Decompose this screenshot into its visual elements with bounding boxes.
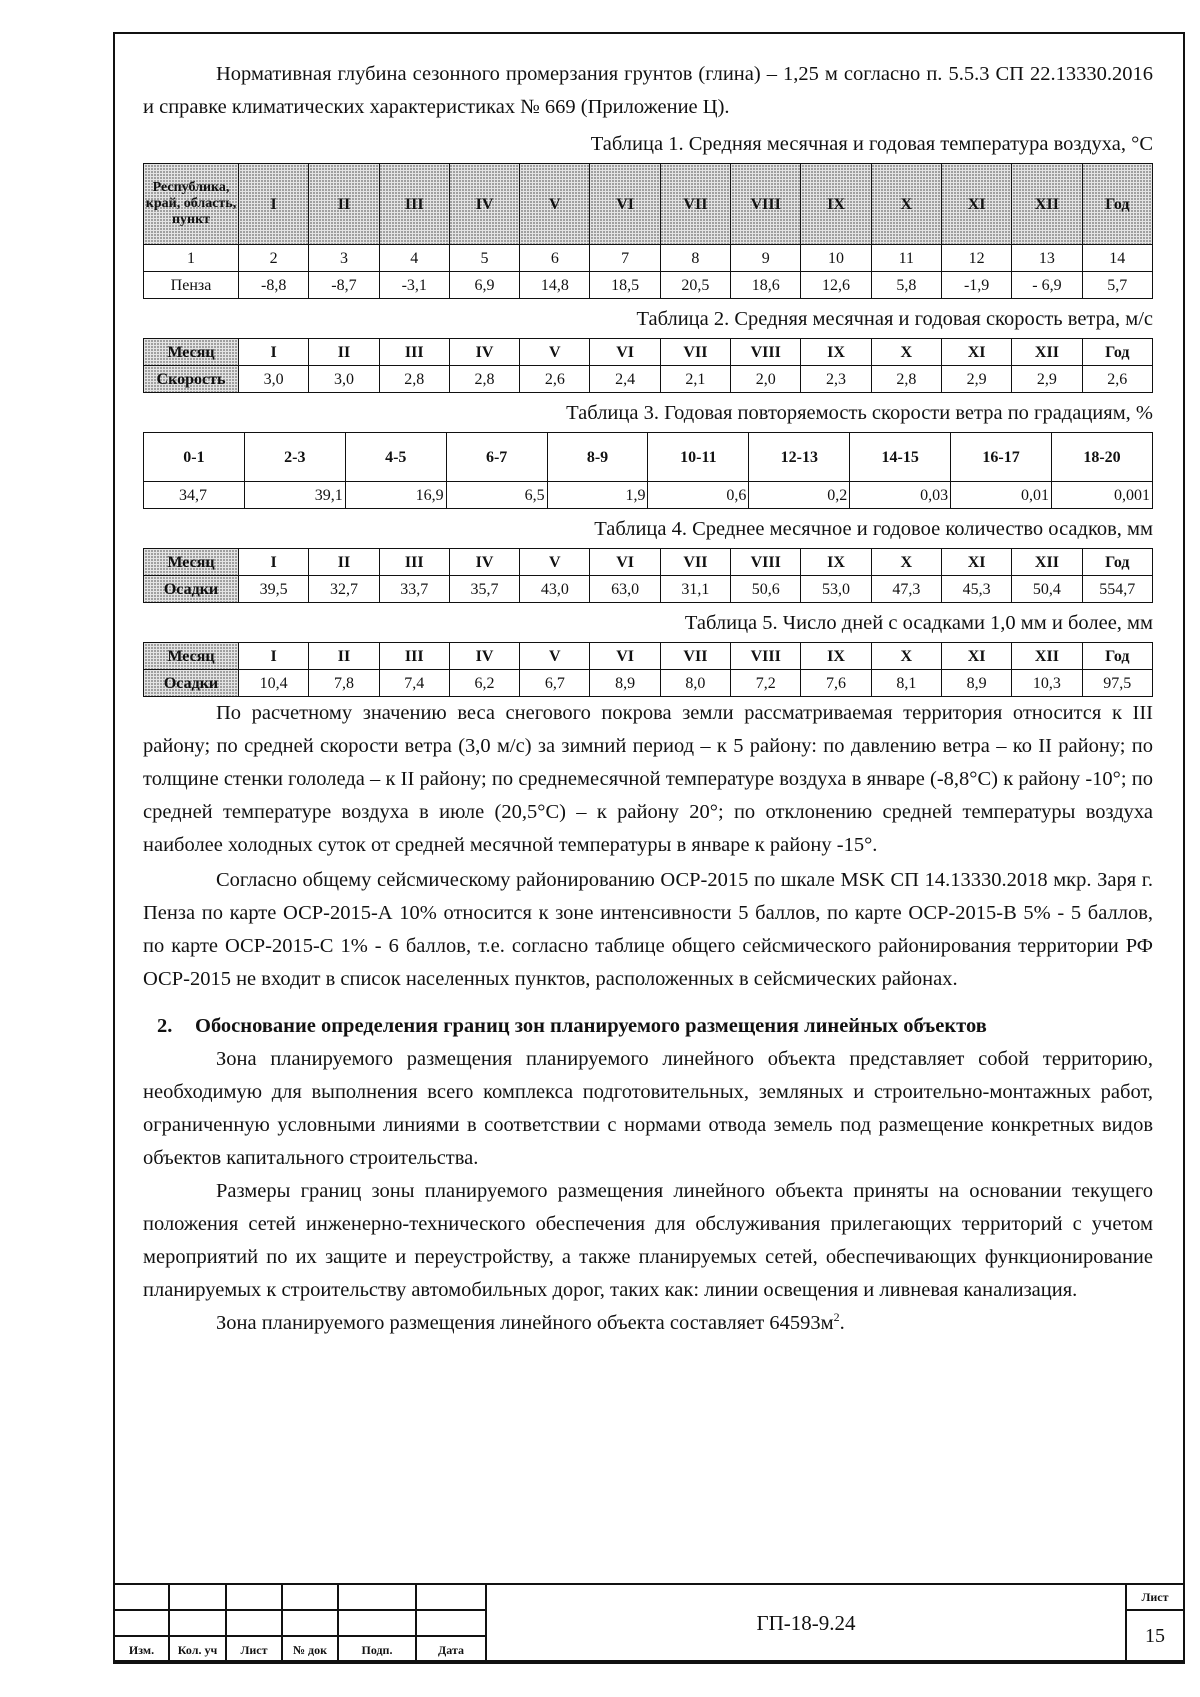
zone-area-text: Зона планируемого размещения линейного объекта составляет 64593м — [216, 1312, 834, 1334]
table5-month-header: X — [871, 643, 941, 670]
table5-month-header: IX — [801, 643, 871, 670]
table-cell: 53,0 — [801, 576, 871, 603]
table-cell: 14 — [1082, 245, 1152, 272]
table4-month-header: VII — [660, 549, 730, 576]
table-cell: 4 — [379, 245, 449, 272]
table5-month-header: III — [379, 643, 449, 670]
table-cell: 39,5 — [239, 576, 309, 603]
table-cell: 3 — [309, 245, 379, 272]
table-cell: 0,03 — [850, 482, 951, 509]
table4-month-header: III — [379, 549, 449, 576]
table-wind-gradation — [143, 432, 1153, 509]
table-cell: 8,1 — [871, 670, 941, 697]
table1-month-header: I — [239, 164, 309, 245]
table-precipitation — [143, 548, 1153, 603]
table3-grade-header: 4-5 — [345, 433, 446, 482]
stamp-cell — [169, 1610, 226, 1636]
table-cell: 47,3 — [871, 576, 941, 603]
table-cell: 18,6 — [731, 272, 801, 299]
table5-caption: Таблица 5. Число дней с осадками 1,0 мм и более, мм — [684, 612, 1153, 634]
stamp-cell — [114, 1610, 169, 1636]
table2-month-label: Месяц — [144, 339, 239, 366]
title-block — [113, 1583, 1185, 1664]
table-cell: -8,7 — [309, 272, 379, 299]
table-cell: 50,4 — [1012, 576, 1082, 603]
table3-grade-header: 8-9 — [547, 433, 648, 482]
table2-row-label: Скорость — [144, 366, 239, 393]
table-cell: -1,9 — [941, 272, 1011, 299]
table2-header-row — [144, 339, 1153, 366]
stamp-cell — [282, 1584, 338, 1610]
table-cell: 2,6 — [1082, 366, 1152, 393]
table-cell: 0,001 — [1052, 482, 1153, 509]
table-cell: - 6,9 — [1012, 272, 1082, 299]
table-cell: 10 — [801, 245, 871, 272]
table5-month-header: XII — [1012, 643, 1082, 670]
table-cell: 43,0 — [520, 576, 590, 603]
table-cell: 6,2 — [449, 670, 519, 697]
intro-paragraph: Нормативная глубина сезонного промерзания грунтов (глина) – 1,25 м согласно п. 5.5.3 СП 22.13330.2016 и справке климатических характеристиках № 669 (Приложение Ц). — [143, 63, 1153, 118]
table-cell: 1,9 — [547, 482, 648, 509]
table4-month-header: IX — [801, 549, 871, 576]
page-content — [143, 58, 1153, 1340]
stamp-label-count: Кол. уч — [169, 1636, 226, 1663]
table1-month-header: III — [379, 164, 449, 245]
table-cell: 11 — [871, 245, 941, 272]
stamp-label-sheet: Лист — [226, 1636, 282, 1663]
table-cell: 9 — [731, 245, 801, 272]
table-cell: 7,2 — [731, 670, 801, 697]
table-cell: 63,0 — [590, 576, 660, 603]
section-number: 2. — [157, 1015, 173, 1037]
table2-month-header: VIII — [731, 339, 801, 366]
table1-month-header: IV — [449, 164, 519, 245]
table-cell: 554,7 — [1082, 576, 1152, 603]
table4-month-header: VI — [590, 549, 660, 576]
table-cell: 35,7 — [449, 576, 519, 603]
table-cell: 10,3 — [1012, 670, 1082, 697]
stamp-cell — [416, 1610, 486, 1636]
table-cell: 2,8 — [871, 366, 941, 393]
table5-month-header: VI — [590, 643, 660, 670]
table4-month-header: XI — [941, 549, 1011, 576]
table-cell: 18,5 — [590, 272, 660, 299]
stamp-cell — [416, 1584, 486, 1610]
table4-value-row — [144, 576, 1153, 603]
table3-caption: Таблица 3. Годовая повторяемость скорости ветра по градациям, % — [566, 402, 1153, 424]
table-cell: 3,0 — [309, 366, 379, 393]
stamp-label-date: Дата — [416, 1636, 486, 1663]
table2-caption: Таблица 2. Средняя месячная и годовая скорость ветра, м/с — [636, 308, 1153, 330]
table-temperature — [143, 163, 1153, 299]
table-cell: 3,0 — [239, 366, 309, 393]
table1-month-header: VI — [590, 164, 660, 245]
table3-grade-header: 12-13 — [749, 433, 850, 482]
table2-year-header: Год — [1082, 339, 1152, 366]
table1-month-header: X — [871, 164, 941, 245]
table-cell: 2,9 — [941, 366, 1011, 393]
table5-month-header: II — [309, 643, 379, 670]
table5-month-header: VII — [660, 643, 730, 670]
stamp-label-change: Изм. — [114, 1636, 169, 1663]
table-cell: 33,7 — [379, 576, 449, 603]
table3-grade-header: 10-11 — [648, 433, 749, 482]
table-cell: 31,1 — [660, 576, 730, 603]
table1-caption: Таблица 1. Средняя месячная и годовая температура воздуха, °С — [590, 133, 1153, 155]
table1-stub-header: Республика, край, область, пункт — [144, 164, 239, 245]
section-heading — [143, 1010, 1153, 1043]
table5-month-header: VIII — [731, 643, 801, 670]
table4-year-header: Год — [1082, 549, 1152, 576]
table-cell: 5,8 — [871, 272, 941, 299]
table2-month-header: I — [239, 339, 309, 366]
stamp-cell — [226, 1584, 282, 1610]
table-cell: -8,8 — [239, 272, 309, 299]
zone-definition-paragraph: Зона планируемого размещения планируемого линейного объекта представляет собой территорию, необходимую для выполнения всего комплекса подготовительных, земляных и строительно-монтажных работ, ограниченную условными линиями в соответствии с нормами отвода земель под размещение конкретных видов объектов капитального строительства. — [143, 1048, 1153, 1169]
stamp-cell — [226, 1610, 282, 1636]
zone-area-paragraph — [143, 1307, 1153, 1340]
table4-month-header: X — [871, 549, 941, 576]
stamp-cell — [114, 1584, 169, 1610]
table2-value-row — [144, 366, 1153, 393]
table-cell: 50,6 — [731, 576, 801, 603]
table-cell: 8 — [660, 245, 730, 272]
table1-month-header: VII — [660, 164, 730, 245]
table5-month-header: IV — [449, 643, 519, 670]
table1-year-header: Год — [1082, 164, 1152, 245]
table-cell: 12 — [941, 245, 1011, 272]
table3-grade-header: 14-15 — [850, 433, 951, 482]
table2-month-header: III — [379, 339, 449, 366]
table5-month-header: I — [239, 643, 309, 670]
table-cell: 7,8 — [309, 670, 379, 697]
table-wind-speed — [143, 338, 1153, 393]
table-cell: 7,6 — [801, 670, 871, 697]
table-cell: 7,4 — [379, 670, 449, 697]
stamp-cell — [282, 1610, 338, 1636]
table-cell: 2 — [239, 245, 309, 272]
table1-month-header: II — [309, 164, 379, 245]
table2-month-header: XII — [1012, 339, 1082, 366]
table4-month-header: VIII — [731, 549, 801, 576]
table1-month-header: VIII — [731, 164, 801, 245]
sheet-label: Лист — [1126, 1584, 1184, 1610]
table-cell: 6 — [520, 245, 590, 272]
table3-grade-header: 0-1 — [144, 433, 245, 482]
table-cell: 0,01 — [951, 482, 1052, 509]
table-cell: 20,5 — [660, 272, 730, 299]
table2-month-header: VI — [590, 339, 660, 366]
table-cell: 6,5 — [446, 482, 547, 509]
table-cell: 2,0 — [731, 366, 801, 393]
table1-header-row — [144, 164, 1153, 245]
table-cell: 2,4 — [590, 366, 660, 393]
table5-month-label: Месяц — [144, 643, 239, 670]
table-cell: 10,4 — [239, 670, 309, 697]
table2-month-header: XI — [941, 339, 1011, 366]
table3-grade-header: 18-20 — [1052, 433, 1153, 482]
table4-month-header: II — [309, 549, 379, 576]
table4-month-header: IV — [449, 549, 519, 576]
table-cell: 12,6 — [801, 272, 871, 299]
area-unit-superscript: 2 — [833, 1310, 840, 1325]
table-cell: 2,3 — [801, 366, 871, 393]
table-cell: 8,9 — [941, 670, 1011, 697]
table-cell: 5 — [449, 245, 519, 272]
table3-grade-header: 2-3 — [244, 433, 345, 482]
table2-month-header: IV — [449, 339, 519, 366]
table-cell: 7 — [590, 245, 660, 272]
table1-city-cell: Пенза — [144, 272, 239, 299]
table5-year-header: Год — [1082, 643, 1152, 670]
table-cell: 2,1 — [660, 366, 730, 393]
table4-month-header: I — [239, 549, 309, 576]
table-cell: 39,1 — [244, 482, 345, 509]
table4-month-label: Месяц — [144, 549, 239, 576]
table2-month-header: VII — [660, 339, 730, 366]
stamp-cell — [169, 1584, 226, 1610]
table-cell: -3,1 — [379, 272, 449, 299]
table-cell: 45,3 — [941, 576, 1011, 603]
table-cell: 8,9 — [590, 670, 660, 697]
zone-boundaries-paragraph: Размеры границ зоны планируемого размещения линейного объекта приняты на основании текущего положения сетей инженерно-технического обеспечения для обслуживания прилегающих территорий с учетом мероприятий по их защите и переустройству, а также планируемых сетей, обеспечивающих функционирование планируемых к строительству автомобильных дорог, таких как: линии освещения и ливневая канализация. — [143, 1180, 1153, 1301]
table-cell: 34,7 — [144, 482, 245, 509]
table-cell: 2,9 — [1012, 366, 1082, 393]
stamp-cell — [338, 1610, 416, 1636]
table1-month-header: XII — [1012, 164, 1082, 245]
table2-month-header: X — [871, 339, 941, 366]
table4-month-header: XII — [1012, 549, 1082, 576]
table3-header-row — [144, 433, 1153, 482]
table1-value-row — [144, 272, 1153, 299]
table4-row-label: Осадки — [144, 576, 239, 603]
table-cell: 32,7 — [309, 576, 379, 603]
table5-value-row — [144, 670, 1153, 697]
table4-header-row — [144, 549, 1153, 576]
table-cell: 6,9 — [449, 272, 519, 299]
table-cell: 8,0 — [660, 670, 730, 697]
zone-area-end: . — [839, 1312, 845, 1334]
table1-month-header: IX — [801, 164, 871, 245]
table5-row-label: Осадки — [144, 670, 239, 697]
table-cell: 16,9 — [345, 482, 446, 509]
table3-grade-header: 6-7 — [446, 433, 547, 482]
table1-month-header: V — [520, 164, 590, 245]
table2-month-header: IX — [801, 339, 871, 366]
table-cell: 5,7 — [1082, 272, 1152, 299]
climate-zones-paragraph: По расчетному значению веса снегового покрова земли рассматриваемая территория относится к III району; по средней скорости ветра (3,0 м/с) за зимний период – к 5 району: по давлению ветра – ко II району; по толщине стенки гололеда – к II району; по среднемесячной температуре воздуха в январе (-8,8°С) к району -10°; по средней температуре воздуха в июле (20,5°С) – к району 20°; по отклонению средней температуры воздуха наиболее холодных суток от средней месячной температуры в январе к району -15°. — [143, 702, 1153, 856]
section-title: Обоснование определения границ зон планируемого размещения линейных объектов — [195, 1015, 987, 1037]
stamp-label-doc-no: № док — [282, 1636, 338, 1663]
table5-header-row — [144, 643, 1153, 670]
table2-month-header: II — [309, 339, 379, 366]
table5-month-header: V — [520, 643, 590, 670]
table1-number-row — [144, 245, 1153, 272]
stamp-label-signature: Подп. — [338, 1636, 416, 1663]
table-cell: 2,6 — [520, 366, 590, 393]
table3-value-row — [144, 482, 1153, 509]
table-cell: 6,7 — [520, 670, 590, 697]
table4-caption: Таблица 4. Среднее месячное и годовое количество осадков, мм — [594, 518, 1153, 540]
table-cell: 0,2 — [749, 482, 850, 509]
table-cell: 0,6 — [648, 482, 749, 509]
document-code: ГП-18-9.24 — [486, 1584, 1126, 1663]
table-precipitation-days — [143, 642, 1153, 697]
table-cell: 2,8 — [379, 366, 449, 393]
table-cell: 13 — [1012, 245, 1082, 272]
sheet-number: 15 — [1126, 1610, 1184, 1663]
seismic-paragraph: Согласно общему сейсмическому районированию ОСР-2015 по шкале MSK СП 14.13330.2018 мкр. Заря г. Пенза по карте ОСР-2015-А 10% относится к зоне интенсивности 5 баллов, по карте ОСР-2015-В 5% - 5 баллов, по карте ОСР-2015-С 1% - 6 баллов, т.е. согласно таблице общего сейсмического районирования территории РФ ОСР-2015 не входит в список населенных пунктов, расположенных в сейсмических районах. — [143, 869, 1153, 990]
table5-month-header: XI — [941, 643, 1011, 670]
table-cell: 2,8 — [449, 366, 519, 393]
table2-month-header: V — [520, 339, 590, 366]
table-cell: 97,5 — [1082, 670, 1152, 697]
table3-grade-header: 16-17 — [951, 433, 1052, 482]
table-cell: 1 — [144, 245, 239, 272]
table1-month-header: XI — [941, 164, 1011, 245]
stamp-cell — [338, 1584, 416, 1610]
table4-month-header: V — [520, 549, 590, 576]
table-cell: 14,8 — [520, 272, 590, 299]
